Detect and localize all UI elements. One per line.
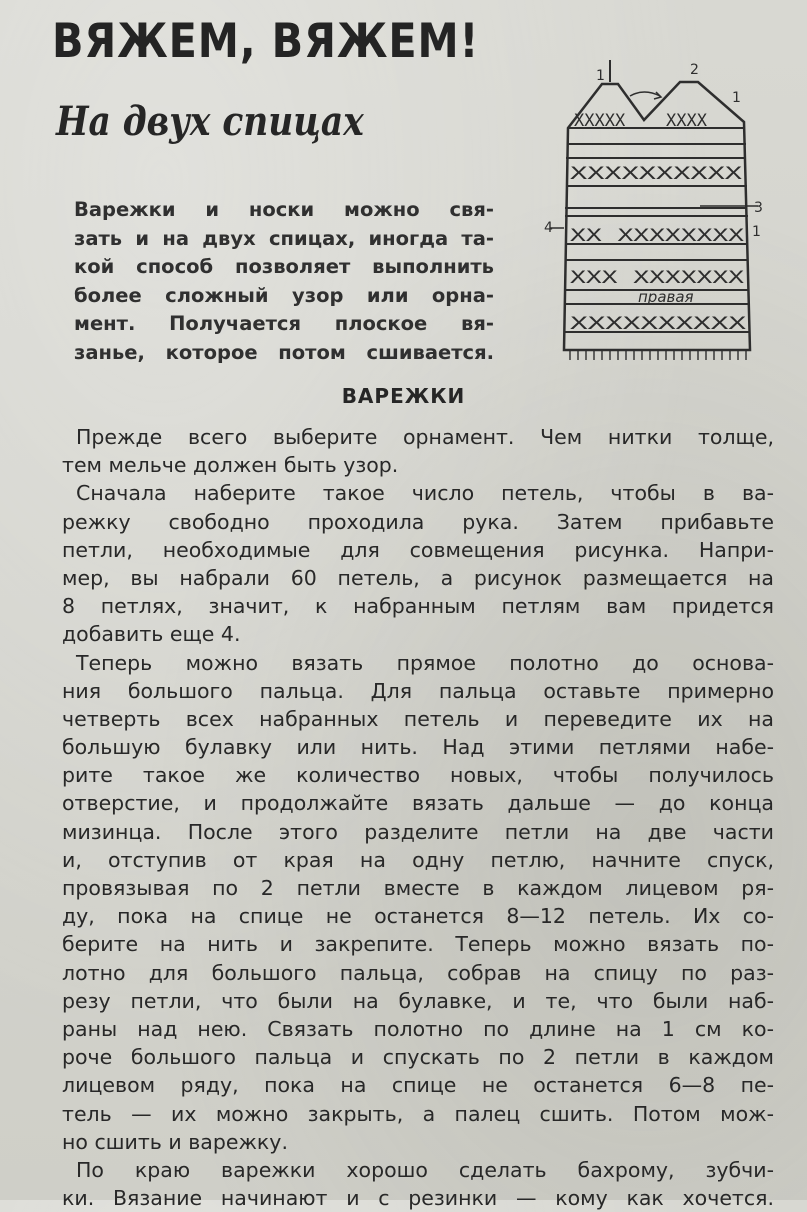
body-line: ду, пока на спице не останется 8—12 петель. Их со- xyxy=(62,904,774,929)
body-line: тель — их можно закрыть, а палец сшить. Потом мож- xyxy=(62,1101,774,1126)
intro-line: занье, которое потом сшивается. xyxy=(74,340,494,364)
subheadline: На двух спицах xyxy=(56,98,364,145)
body-line: берите на нить и закрепите. Теперь можно вязать по- xyxy=(62,932,774,957)
body-line: петли, необходимые для совмещения рисунка. Напри- xyxy=(62,537,774,562)
body-line: ки. Вязание начинают и с резинки — кому как хочется. xyxy=(62,1186,774,1211)
diagram-label-2: 2 xyxy=(690,62,699,78)
article-body xyxy=(62,423,774,1212)
body-line: Сначала наберите такое число петель, чтобы в ва- xyxy=(76,481,774,506)
diagram-row: XXX XXXXXXX xyxy=(570,268,746,288)
intro-line: более сложный узор или орна- xyxy=(74,283,494,307)
body-line: роче большого пальца и спускать по 2 петли в каждом xyxy=(62,1045,774,1070)
diagram-label-1-right: 1 xyxy=(732,90,741,106)
body-line: раны над нею. Связать полотно по длине на 1 см ко- xyxy=(62,1016,774,1041)
body-line: режку свободно проходила рука. Затем прибавьте xyxy=(62,509,774,534)
section-title: ВАРЕЖКИ xyxy=(341,384,466,408)
diagram-row: XXXXXXXXXX xyxy=(570,314,748,334)
mitten-knitting-diagram xyxy=(540,60,770,360)
body-line: большую булавку или нить. Над этими петлями набе- xyxy=(62,735,774,760)
body-line: рите такое же количество новых, чтобы получилось xyxy=(62,763,774,788)
body-line: тем мельче должен быть узор. xyxy=(62,453,399,478)
body-line: но сшить и варежку. xyxy=(62,1129,288,1154)
diagram-label-1-top: 1 xyxy=(596,68,605,84)
body-line: 8 петлях, значит, к набранным петлям вам придется xyxy=(62,594,774,619)
body-line: мизинца. После этого разделите петли на две части xyxy=(62,819,774,844)
intro-line: кой способ позволяет выполнить xyxy=(74,255,494,278)
diagram-label-pravaya: правая xyxy=(638,288,694,306)
diagram-row: XXXXXXXXXX xyxy=(570,164,744,184)
body-line: лицевом ряду, пока на спице не останется 6—8 пе- xyxy=(62,1073,774,1098)
diagram-label-1-mid: 1 xyxy=(752,224,761,240)
diagram-label-4: 4 xyxy=(544,220,553,236)
diagram-label-3: 3 xyxy=(754,200,763,216)
body-line: резу петли, что были на булавке, и те, что были наб- xyxy=(62,988,774,1013)
intro-line: зать и на двух спицах, иногда та- xyxy=(74,226,494,250)
intro-line: мент. Получается плоское вя- xyxy=(74,312,494,335)
intro-line: Варежки и носки можно свя- xyxy=(74,198,494,221)
body-line: По краю варежки хорошо сделать бахрому, зубчи- xyxy=(76,1157,774,1182)
intro-paragraph xyxy=(74,196,494,367)
body-line: ния большого пальца. Для пальца оставьте примерно xyxy=(62,678,774,703)
body-line: мер, вы набрали 60 петель, а рисунок размещается на xyxy=(62,565,774,590)
diagram-top-right-row: XXXX xyxy=(666,111,707,131)
body-line: Теперь можно вязать прямое полотно до основа- xyxy=(76,650,774,675)
body-line: и, отступив от края на одну петлю, начните спуск, xyxy=(62,847,774,872)
diagram-top-left-row: XXXXX xyxy=(574,111,626,131)
body-line: четверть всех набранных петель и переведите их на xyxy=(62,706,774,731)
headline: ВЯЖЕМ, ВЯЖЕМ! xyxy=(52,14,480,69)
body-line: Прежде всего выберите орнамент. Чем нитки толще, xyxy=(76,425,774,449)
body-line: лотно для большого пальца, собрав на спицу по раз- xyxy=(62,960,774,985)
body-line: добавить еще 4. xyxy=(62,622,241,647)
body-line: провязывая по 2 петли вместе в каждом лицевом ря- xyxy=(62,876,774,900)
diagram-row: XX XXXXXXXX xyxy=(570,226,746,246)
body-line: отверстие, и продолжайте вязать дальше — до конца xyxy=(62,791,774,816)
